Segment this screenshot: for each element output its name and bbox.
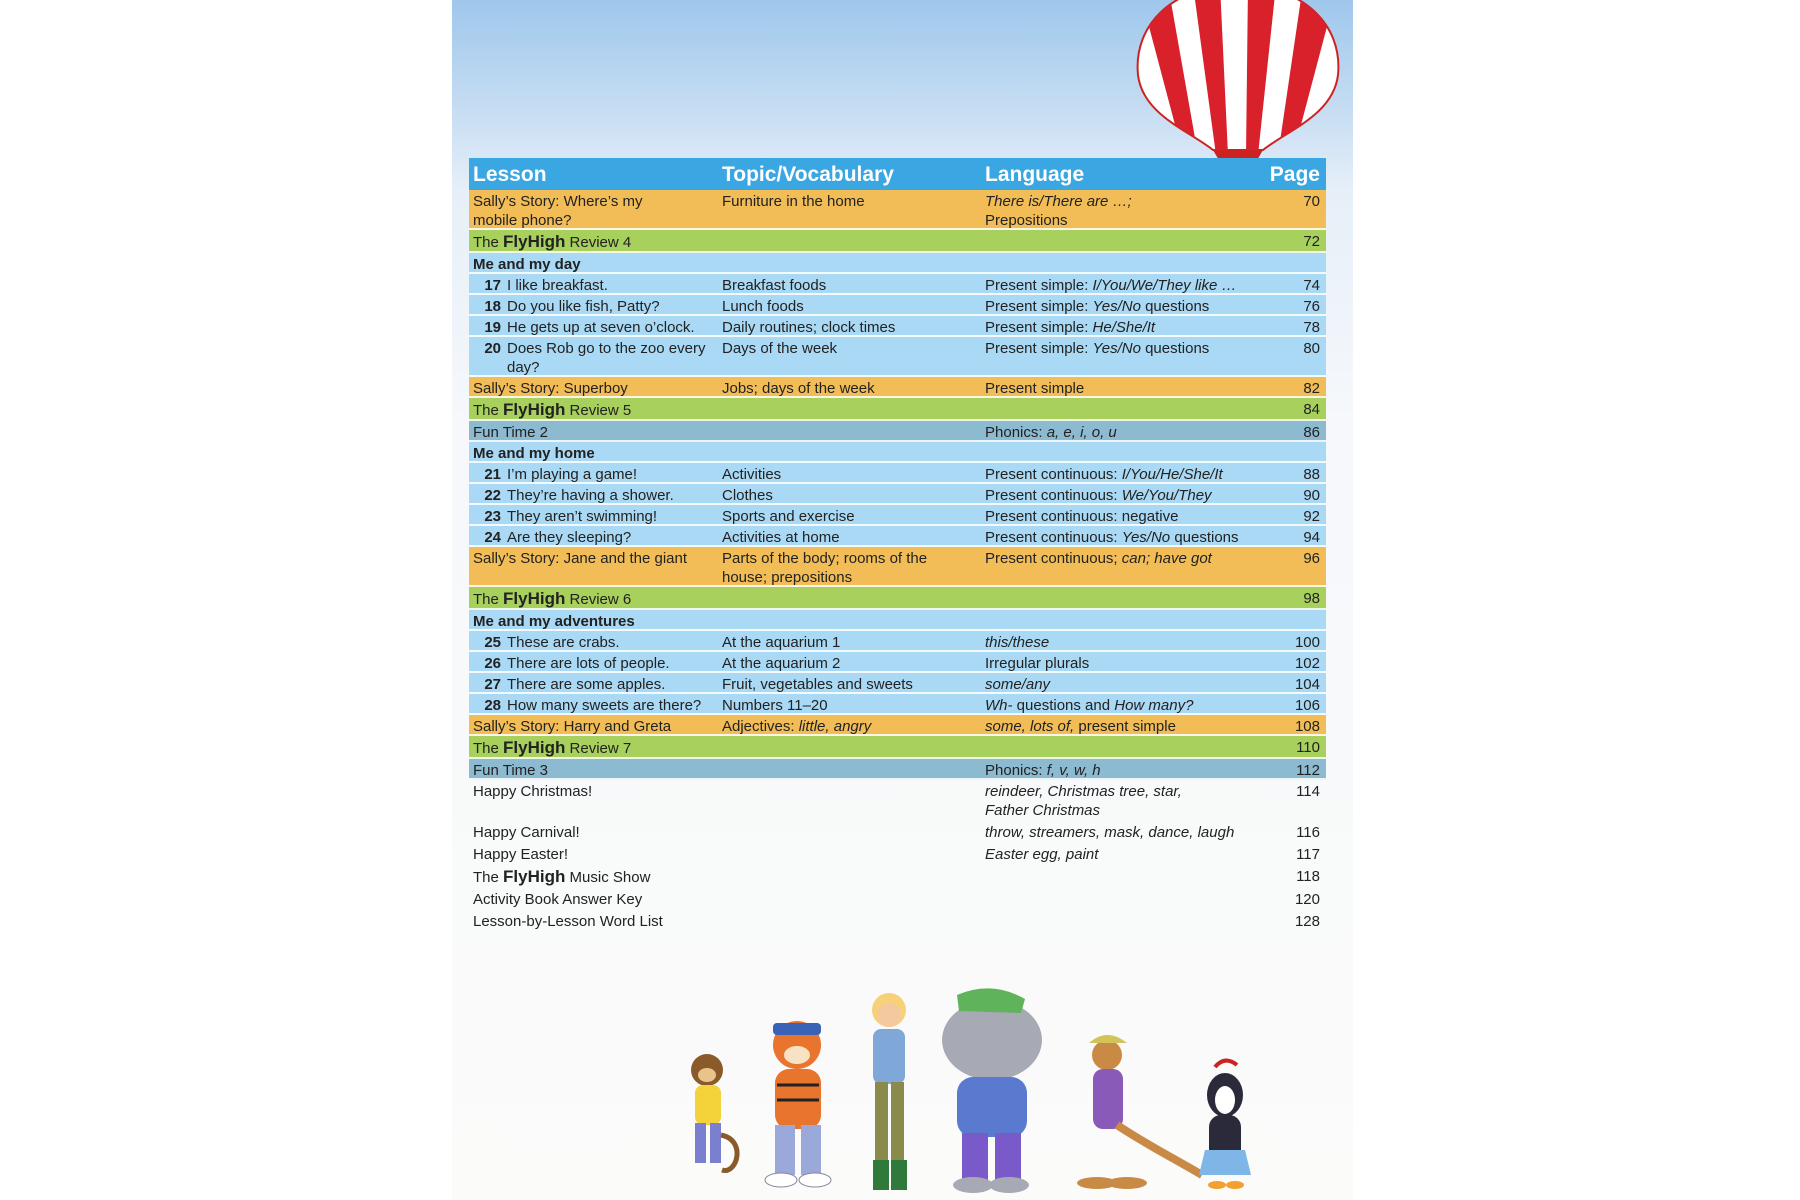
lesson-title: Sally’s Story: Jane and the giant — [473, 550, 688, 567]
topic: Furniture in the home — [722, 193, 865, 210]
table-row — [469, 190, 1326, 230]
lesson-title: Sally’s Story: Harry and Greta — [473, 718, 672, 735]
language: Easter egg, paint — [985, 846, 1099, 863]
table-row — [469, 631, 1326, 652]
topic: Lunch foods — [722, 298, 804, 315]
cartoon-characters-illustration — [677, 985, 1277, 1200]
table-row — [469, 377, 1326, 398]
topic: Jobs; days of the week — [722, 380, 875, 397]
table-row — [469, 398, 1326, 421]
review-title: The FlyHigh Review 7 — [473, 738, 632, 757]
page-number: 86 — [1303, 424, 1320, 441]
language: throw, streamers, mask, dance, laugh — [985, 824, 1235, 841]
page-number: 72 — [1303, 233, 1320, 250]
table-row — [469, 316, 1326, 337]
lesson-title: 22 They’re having a shower. — [484, 487, 674, 504]
flyhigh-brand: FlyHigh — [503, 400, 566, 419]
table-row — [469, 505, 1326, 526]
lesson-title: 21 I’m playing a game! — [484, 466, 638, 483]
topic: Breakfast foods — [722, 277, 827, 294]
header-page: Page — [1269, 163, 1320, 186]
language: Phonics: f, v, w, h — [985, 762, 1101, 779]
table-row — [469, 463, 1326, 484]
review-title: The FlyHigh Review 5 — [473, 400, 632, 419]
page-number: 98 — [1303, 590, 1320, 607]
page-number: 117 — [1296, 846, 1320, 863]
lesson-title: 20 Does Rob go to the zoo every day? — [484, 340, 706, 376]
lesson-title: 25 These are crabs. — [484, 634, 620, 651]
language: Present continuous: I/You/He/She/It — [985, 466, 1223, 483]
lesson-title: 17 I like breakfast. — [484, 277, 608, 294]
table-row — [469, 295, 1326, 316]
page-number: 112 — [1296, 762, 1320, 779]
table-row — [469, 843, 1326, 865]
elephant-character-icon — [942, 988, 1042, 1193]
table-row — [469, 547, 1326, 587]
page-number: 128 — [1294, 913, 1320, 930]
page-number: 102 — [1294, 655, 1320, 672]
table-row — [469, 652, 1326, 673]
lesson-title: 27 There are some apples. — [484, 676, 666, 693]
lesson-title: Sally’s Story: Where’s my mobile phone? — [473, 193, 643, 229]
table-row — [469, 230, 1326, 253]
language: some, lots of, present simple — [985, 718, 1176, 735]
page-number: 96 — [1303, 550, 1320, 567]
girl-character-icon — [872, 993, 907, 1190]
language: this/these — [985, 634, 1050, 651]
language: Present simple: He/She/It — [985, 319, 1156, 336]
topic: Clothes — [722, 487, 773, 504]
page-number: 106 — [1294, 697, 1320, 714]
page-number: 78 — [1303, 319, 1320, 336]
table-row — [469, 274, 1326, 295]
header-lesson: Lesson — [473, 163, 547, 186]
table-row — [469, 484, 1326, 505]
language: Present simple: I/You/We/They like … — [985, 277, 1237, 294]
table-row — [469, 910, 1326, 932]
page-number: 108 — [1294, 718, 1320, 735]
page-number: 76 — [1303, 298, 1320, 315]
lesson-title: 23 They aren’t swimming! — [484, 508, 658, 525]
book-page — [452, 0, 1353, 1200]
lesson-title: 18 Do you like fish, Patty? — [484, 298, 660, 315]
page-number: 70 — [1303, 193, 1320, 210]
topic: Parts of the body; rooms of the house; prepositions — [722, 550, 928, 586]
lesson-title: Happy Carnival! — [473, 824, 580, 841]
lesson-title: Happy Christmas! — [473, 783, 593, 800]
language: Present continuous: negative — [985, 508, 1179, 525]
page-number: 120 — [1294, 891, 1320, 908]
topic: Sports and exercise — [722, 508, 855, 525]
table-header — [469, 158, 1326, 190]
language: Present continuous: We/You/They — [985, 487, 1212, 504]
penguin-character-icon — [1199, 1060, 1251, 1189]
flyhigh-brand: FlyHigh — [503, 589, 566, 608]
page-number: 88 — [1303, 466, 1320, 483]
topic: At the aquarium 2 — [722, 655, 841, 672]
topic: Fruit, vegetables and sweets — [722, 676, 913, 693]
topic: Numbers 11–20 — [722, 697, 828, 714]
language: Present simple: Yes/No questions — [985, 340, 1210, 357]
table-row — [469, 865, 1326, 888]
lesson-title: 19 He gets up at seven o’clock. — [484, 319, 695, 336]
language: Present simple: Yes/No questions — [985, 298, 1210, 315]
table-row — [469, 587, 1326, 610]
topic: Adjectives: little, angry — [722, 718, 872, 735]
table-row — [469, 759, 1326, 780]
monkey-character-icon — [691, 1054, 737, 1170]
lesson-title: Lesson-by-Lesson Word List — [473, 913, 663, 930]
language: There is/There are …; Prepositions — [985, 193, 1132, 229]
language: Present continuous: Yes/No questions — [985, 529, 1239, 546]
page-number: 90 — [1303, 487, 1320, 504]
topic: Days of the week — [722, 340, 838, 357]
page-number: 84 — [1303, 401, 1320, 418]
page-number: 92 — [1303, 508, 1320, 525]
header-language: Language — [985, 163, 1085, 186]
table-row — [469, 888, 1326, 910]
page-number: 94 — [1303, 529, 1320, 546]
language: Phonics: a, e, i, o, u — [985, 424, 1117, 441]
lesson-title: Fun Time 3 — [473, 762, 549, 779]
table-row — [469, 715, 1326, 736]
table-row — [469, 780, 1326, 821]
table-row — [469, 526, 1326, 547]
table-row — [469, 694, 1326, 715]
page-number: 82 — [1303, 380, 1320, 397]
table-row — [469, 421, 1326, 442]
review-title: The FlyHigh Review 6 — [473, 589, 632, 608]
lesson-title: Happy Easter! — [473, 846, 569, 863]
language: some/any — [985, 676, 1051, 693]
lesson-title: Sally’s Story: Superboy — [473, 380, 628, 397]
topic: Daily routines; clock times — [722, 319, 896, 336]
section-heading: Me and my home — [469, 442, 1326, 463]
lesson-title: 26 There are lots of people. — [484, 655, 670, 672]
header-topic: Topic/Vocabulary — [722, 163, 894, 186]
flyhigh-brand: FlyHigh — [503, 232, 566, 251]
language: Irregular plurals — [985, 655, 1090, 672]
topic: At the aquarium 1 — [722, 634, 841, 651]
lesson-title: Fun Time 2 — [473, 424, 549, 441]
table-row — [469, 736, 1326, 759]
lesson-title: The FlyHigh Music Show — [473, 867, 651, 886]
page-number: 80 — [1303, 340, 1320, 357]
page-number: 118 — [1296, 868, 1320, 885]
tiger-character-icon — [765, 1021, 831, 1187]
table-row — [469, 821, 1326, 843]
language: reindeer, Christmas tree, star, Father Christmas — [985, 783, 1182, 819]
page-number: 114 — [1296, 783, 1320, 800]
table-row — [469, 673, 1326, 694]
topic: Activities — [722, 466, 782, 483]
lesson-title: 24 Are they sleeping? — [484, 529, 632, 546]
page-number: 100 — [1294, 634, 1320, 651]
flyhigh-brand: FlyHigh — [503, 867, 566, 886]
page-number: 74 — [1303, 277, 1320, 294]
lesson-title: 28 How many sweets are there? — [484, 697, 702, 714]
section-heading: Me and my adventures — [469, 610, 1326, 631]
topic: Activities at home — [722, 529, 840, 546]
page-number: 116 — [1296, 824, 1320, 841]
flyhigh-brand: FlyHigh — [503, 738, 566, 757]
section-heading: Me and my day — [469, 253, 1326, 274]
page-number: 104 — [1294, 676, 1320, 693]
lesson-title: Activity Book Answer Key — [473, 891, 643, 908]
language: Present simple — [985, 380, 1085, 397]
language: Present continuous; can; have got — [985, 550, 1212, 567]
table-row — [469, 337, 1326, 377]
review-title: The FlyHigh Review 4 — [473, 232, 632, 251]
contents-table — [469, 158, 1326, 932]
language: Wh- questions and How many? — [985, 697, 1194, 714]
kangaroo-character-icon — [1077, 1035, 1202, 1189]
page-number: 110 — [1296, 739, 1320, 756]
